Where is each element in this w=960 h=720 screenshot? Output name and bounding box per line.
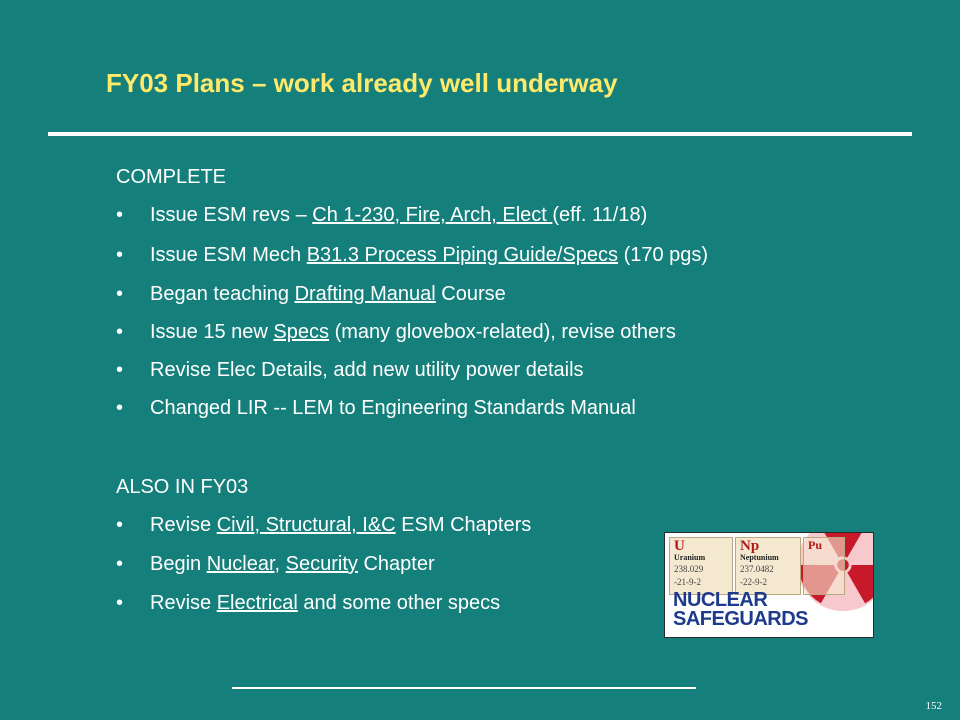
underlined-text: Specs — [273, 321, 330, 343]
bullet-dot: • — [116, 204, 124, 226]
underlined-text: Electrical — [216, 592, 298, 614]
badge-line-1: NUCLEAR — [673, 589, 768, 611]
bullet-dot: • — [116, 359, 124, 381]
bullet-item — [116, 592, 500, 615]
bullet-text: Revise Elec Details, add new utility power details — [150, 359, 584, 381]
bullet-item — [116, 553, 435, 576]
bullet-text: Issue 15 new — [150, 321, 274, 343]
bullet-text: ESM Chapters — [395, 514, 532, 536]
bullet-text: (many glovebox-related), revise others — [329, 321, 676, 343]
page-number: 152 — [925, 700, 942, 712]
bullet-item — [116, 204, 647, 227]
bullet-text: (170 pgs) — [618, 244, 709, 266]
bullet-text: (eff. 11/18) — [552, 204, 648, 226]
also-heading: ALSO IN FY03 — [116, 476, 249, 498]
bullet-dot: • — [116, 553, 124, 575]
complete-heading: COMPLETE — [116, 166, 227, 188]
bullet-text: Changed LIR -- LEM to Engineering Standards Manual — [150, 397, 636, 419]
bullet-text: Issue ESM Mech — [150, 244, 307, 266]
bullet-dot: • — [116, 244, 124, 266]
bullet-dot: • — [116, 283, 124, 305]
underlined-text: B31.3 Process Piping Guide/Specs — [306, 244, 619, 266]
bullet-text: Chapter — [357, 553, 435, 575]
element-mass: 238.029 — [674, 564, 704, 574]
element-symbol: Np — [740, 538, 760, 554]
bullet-text: Began teaching — [150, 283, 295, 305]
element-symbol: U — [674, 538, 685, 554]
underlined-text: Nuclear — [206, 553, 275, 575]
bullet-item — [116, 397, 636, 420]
badge-line-2: SAFEGUARDS — [673, 608, 809, 630]
bullet-item — [116, 514, 531, 537]
underlined-text: Civil, Structural, I&C — [216, 514, 396, 536]
element-mass: 237.0482 — [740, 564, 774, 574]
element-config: -21-9-2 — [674, 577, 701, 587]
element-name: Uranium — [674, 553, 706, 562]
bullet-dot: • — [116, 514, 124, 536]
badge-caption — [673, 591, 808, 629]
bullet-text: Issue ESM revs – — [150, 204, 313, 226]
underlined-text: Security — [285, 553, 358, 575]
nuclear-safeguards-badge — [664, 532, 874, 638]
bullet-text: , — [274, 553, 286, 575]
bullet-dot: • — [116, 321, 124, 343]
element-config: -22-9-2 — [740, 577, 767, 587]
bullet-item — [116, 244, 708, 267]
bullet-text: Course — [435, 283, 506, 305]
bullet-item — [116, 321, 676, 344]
underlined-text: Drafting Manual — [294, 283, 436, 305]
title-divider — [48, 132, 912, 136]
bullet-dot: • — [116, 592, 124, 614]
bullet-dot: • — [116, 397, 124, 419]
underlined-text: Ch 1-230, Fire, Arch, Elect — [312, 204, 553, 226]
bullet-item — [116, 283, 506, 306]
element-symbol: Pu — [808, 538, 823, 552]
bullet-text: Revise — [150, 592, 217, 614]
bullet-item — [116, 359, 584, 382]
bullet-text: Begin — [150, 553, 207, 575]
element-cell-neptunium — [735, 537, 801, 595]
element-cell-uranium — [669, 537, 733, 595]
bullet-text: and some other specs — [297, 592, 501, 614]
bullet-text: Revise — [150, 514, 217, 536]
slide-title: FY03 Plans – work already well underway — [106, 68, 618, 98]
footer-divider — [232, 687, 696, 689]
element-name: Neptunium — [740, 553, 779, 562]
element-cell-plutonium — [803, 537, 845, 595]
